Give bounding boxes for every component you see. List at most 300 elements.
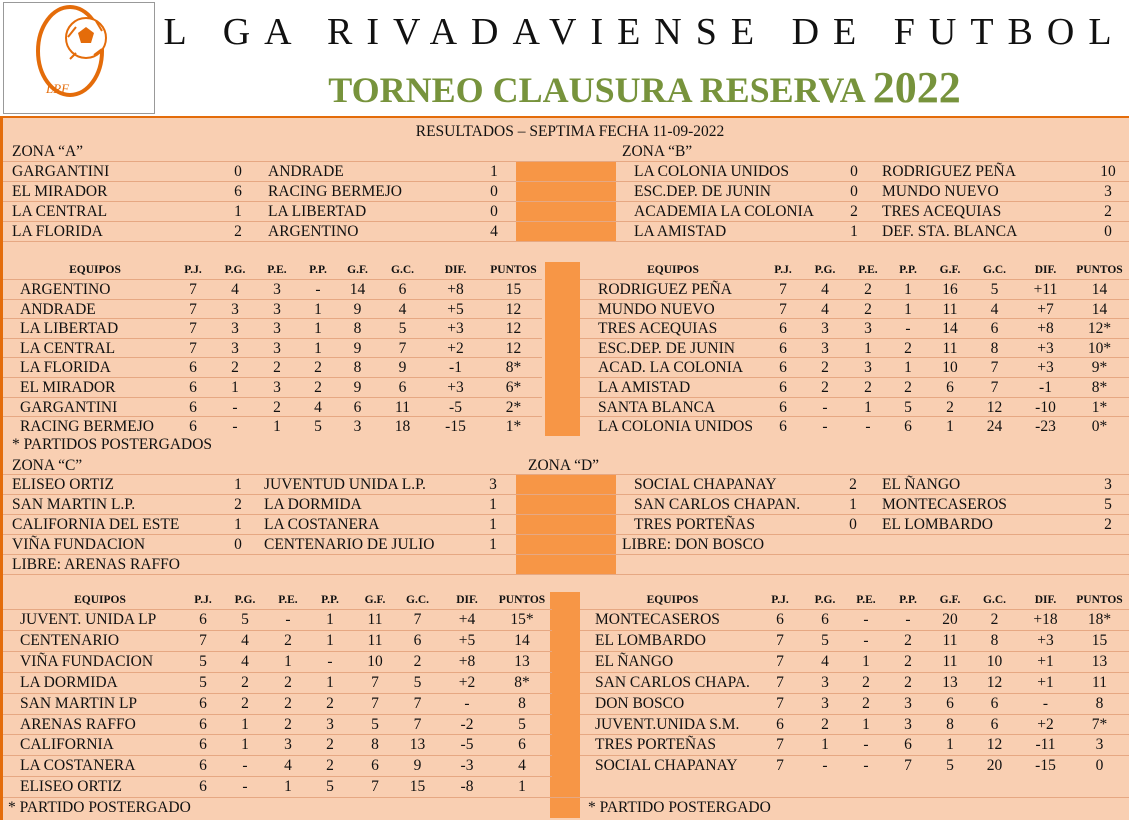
result-home-score: 1 [234,203,242,220]
result-home-score: 1 [849,496,857,513]
standings-c-team: LA COSTANERA [20,757,136,775]
standings-c-stat: 7 [371,694,379,712]
standings-d-stat: 6 [904,736,912,754]
result-home-score: 0 [850,163,858,180]
standings-c-header-gc: G.C. [406,594,429,606]
standings-d-stat: +1 [1037,652,1054,670]
standings-a-stat: 1 [314,300,322,318]
standings-b-header-pp: P.P. [899,264,917,276]
standings-c-stat: 6 [199,694,207,712]
standings-b-stat: 6 [990,320,999,338]
standings-a-stat: 18 [394,418,411,436]
standings-d-stat: 3 [1095,736,1104,754]
standings-c-stat: 5 [518,715,526,733]
standings-c-header-pj: P.J. [194,594,212,606]
standings-d-stat: 7* [1091,715,1108,733]
standings-a-stat: 8 [353,320,362,338]
standings-a-header-pj: P.J. [184,264,202,276]
standings-d-header-puntos: PUNTOS [1076,594,1123,606]
result-away-team: EL LOMBARDO [882,516,993,533]
standings-d-stat: - [863,736,869,754]
result-separator-block [516,475,616,494]
standings-b-stat: 6 [779,320,787,338]
standings-a-stat: 8 [353,359,362,377]
standings-b-stat: 1 [904,281,912,298]
standings-a-header-gc: G.C. [391,264,414,276]
standings-a-stat: 4 [231,281,239,298]
standings-a-team: ARGENTINO [20,281,111,298]
result-away-score: 3 [1104,183,1112,200]
standings-b-stat: 12 [986,398,1003,416]
result-home-team: EL MIRADOR [12,183,108,200]
standings-b-stat: 3 [821,339,829,357]
standings-a-header-gf: G.F. [347,264,368,276]
standings-b-stat: 8* [1091,379,1108,396]
standings-c-stat: 8 [518,694,526,712]
standings-d-stat: +18 [1033,611,1058,628]
standings-d-stat: 11 [942,652,958,670]
standings-c-stat: 14 [514,631,530,649]
standings-c-stat: 7 [413,715,422,733]
standings-d-header-pp: P.P. [899,594,917,606]
standings-d-stat: 10 [986,652,1003,670]
standings-a-stat: 3 [231,320,239,338]
result-away-score: 2 [1104,203,1112,220]
standings-c-stat: - [242,778,248,796]
standings-d-header-equipos: EQUIPOS [646,594,699,606]
result-away-team: ARGENTINO [268,223,359,240]
result-home-score: 1 [234,516,242,533]
standings-b-stat: 4 [821,281,829,298]
standings-b-team: SANTA BLANCA [598,398,716,416]
standings-c-team: CALIFORNIA [20,736,114,754]
result-home-team: LA COLONIA UNIDOS [634,163,789,180]
standings-b-header-equipos: EQUIPOS [647,264,699,276]
standings-a-stat: 12 [505,300,522,318]
standings-c-stat: +4 [458,611,476,628]
standings-d-stat: 7 [776,757,784,775]
standings-a-stat: 15 [505,281,522,298]
standings-b-stat: 6 [779,339,787,357]
result-away-team: ANDRADE [268,163,344,180]
standings-a-stat: -1 [449,359,462,377]
result-separator-block [516,495,616,514]
standings-b-stat: -1 [1039,379,1052,396]
standings-c-stat: 1 [284,652,292,670]
standings-a-stat: -15 [445,418,466,436]
standings-b-stat: 3 [864,359,872,377]
standings-b-stat: 5 [990,281,999,298]
standings-b-stat: 24 [986,418,1003,436]
standings-d-team: DON BOSCO [595,694,685,712]
standings-b-stat: 7 [779,300,787,318]
standings-d-team: MONTECASEROS [595,611,720,628]
standings-b-team: LA COLONIA UNIDOS [598,418,753,436]
standings-c-stat: 2 [284,631,292,649]
standings-c-stat: 2 [326,694,334,712]
standings-c-team: VIÑA FUNDACION [20,652,154,670]
standings-d-stat: 0 [1095,757,1104,775]
standings-c-team: LA DORMIDA [20,673,118,691]
standings-d-stat: 7 [776,652,784,670]
standings-c-team: SAN MARTIN LP [20,694,138,712]
standings-b-header-gf: G.F. [939,264,961,276]
standings-a-stat: 4 [314,398,322,416]
result-home-score: 2 [234,496,242,513]
standings-a-stat: 6 [189,379,197,396]
standings-d-stat: 1 [862,652,870,670]
standings-b-stat: -23 [1035,418,1056,436]
standings-c-header-dif: DIF. [456,594,478,606]
standings-d-stat: +2 [1037,715,1054,733]
standings-a-stat: 3 [231,339,239,357]
result-away-score: 4 [490,223,498,240]
standings-c-stat: 5 [199,673,207,691]
standings-a-stat: - [232,398,238,416]
standings-b-header-pg: P.G. [814,264,836,276]
standings-c-stat: 6 [199,736,207,754]
standings-c-team: ARENAS RAFFO [20,715,136,733]
standings-d-team: TRES PORTEÑAS [595,736,716,754]
standings-b-stat: 2 [864,281,872,298]
result-away-score: 3 [489,476,497,493]
result-away-score: 0 [1104,223,1112,240]
standings-d-stat: 20 [942,611,958,628]
standings-d-stat: 5 [821,631,829,649]
standings-a-header-pe: P.E. [267,264,287,276]
standings-a-stat: 4 [398,300,407,318]
result-separator-block [516,162,616,181]
standings-d-team: EL ÑANGO [595,652,674,670]
result-home-score: 2 [849,476,857,493]
standings-b-stat: 16 [942,281,958,298]
result-away-team: TRES ACEQUIAS [882,203,1002,220]
standings-a-stat: 9 [353,379,362,396]
zone-b-label: ZONA “B” [622,143,693,160]
standings-d-stat: 6 [776,611,784,628]
standings-a-stat: 3 [273,379,281,396]
result-away-team: LA DORMIDA [264,496,362,513]
standings-b-stat: 6 [904,418,912,436]
standings-b-stat: 12* [1087,320,1112,338]
tournament-year: 2022 [872,63,961,112]
standings-c-header-equipos: EQUIPOS [74,594,126,606]
standings-b-stat: 8 [990,339,999,357]
result-home-score: 1 [850,223,858,240]
standings-c-stat: +8 [458,652,476,670]
result-home-team: SAN CARLOS CHAPAN. [634,496,801,513]
tournament-title [160,62,1129,113]
standings-c-header-pg: P.G. [234,594,256,606]
standings-c-stat: - [464,694,470,712]
standings-c-stat: 11 [367,631,383,649]
standings-d-stat: 1 [946,736,954,754]
standings-b-stat: 7 [990,359,999,377]
standings-b-stat: 2 [904,379,912,396]
zone-a-label: ZONA “A” [12,143,84,160]
standings-a-stat: - [232,418,238,436]
standings-d-header-gc: G.C. [983,594,1006,606]
result-home-score: 0 [234,536,242,553]
standings-b-stat: 7 [990,379,999,396]
result-home-score: 2 [850,203,858,220]
standings-b-stat: 1 [904,359,912,377]
standings-d-stat: 2 [904,673,912,691]
standings-c-stat: 8* [514,673,530,691]
page-header [0,0,1129,116]
standings-a-stat: 3 [273,300,281,318]
standings-d-stat: 7 [904,757,912,775]
standings-a-stat: 14 [349,281,366,298]
result-away-team: MONTECASEROS [882,496,1007,513]
standings-d-header-pj: P.J. [771,594,789,606]
standings-c-stat: 6 [371,757,379,775]
result-home-team: SOCIAL CHAPANAY [634,476,777,493]
standings-a-stat: 6 [189,359,197,377]
standings-c-stat: 8 [371,736,379,754]
standings-a-stat: 7 [189,300,197,318]
note-postponed-ab: * PARTIDOS POSTERGADOS [12,436,213,453]
standings-a-stat: 2 [273,359,281,377]
standings-b-stat: 14 [1091,281,1108,298]
result-away-score: 3 [1104,476,1112,493]
standings-c-stat: -8 [460,778,474,796]
result-home-team: VIÑA FUNDACION [12,536,146,553]
standings-a-stat: 1* [505,418,522,436]
standings-d-stat: -11 [1035,736,1056,754]
result-separator-block [516,222,616,241]
standings-b-header-puntos: PUNTOS [1076,264,1123,276]
standings-d-stat: 11 [942,631,958,649]
standings-b-stat: - [865,418,871,436]
standings-b-stat: 2 [864,379,872,396]
standings-a-stat: 3 [273,281,281,298]
standings-c-stat: 5 [413,673,422,691]
standings-a-stat: 3 [273,320,281,338]
standings-c-stat: 1 [241,736,249,754]
standings-a-stat: 7 [189,339,197,357]
standings-a-header-puntos: PUNTOS [490,264,537,276]
result-away-team: LA LIBERTAD [268,203,367,220]
result-away-score: 1 [489,516,497,533]
standings-b-stat: 10* [1087,339,1112,357]
row-divider [3,574,1129,575]
standings-a-stat: 9 [353,300,362,318]
standings-b-stat: 14 [1091,300,1108,318]
standings-b-stat: 6 [779,398,787,416]
standings-d-stat: 18* [1087,611,1112,628]
standings-c-stat: 11 [367,611,383,628]
standings-d-stat: 7 [776,694,784,712]
standings-a-stat: 7 [189,320,197,338]
standings-a-header-equipos: EQUIPOS [69,264,121,276]
standings-c-stat: 6 [199,778,207,796]
result-separator-block [516,515,616,534]
standings-a-stat: +5 [447,300,464,318]
zone-d-label: ZONA “D” [528,457,600,474]
standings-c-stat: 6 [199,757,207,775]
standings-a-stat: 5 [398,320,407,338]
standings-a-stat: 3 [273,339,281,357]
standings-d-stat: +1 [1037,673,1054,691]
standings-c-header-gf: G.F. [364,594,386,606]
standings-d-team: JUVENT.UNIDA S.M. [595,715,740,733]
standings-d-stat: 2 [990,611,999,628]
standings-c-stat: 6 [199,611,207,628]
standings-a-team: GARGANTINI [20,398,118,416]
standings-b-stat: 1 [864,339,872,357]
result-home-team: ESC.DEP. DE JUNIN [634,183,771,200]
league-logo [3,2,155,114]
standings-c-stat: 2 [326,757,334,775]
standings-d-stat: 7 [776,631,784,649]
note-postponed-c: * PARTIDO POSTERGADO [8,799,191,816]
standings-b-stat: 5 [904,398,912,416]
result-home-team: ELISEO ORTIZ [12,476,114,493]
standings-d-stat: 13 [942,673,958,691]
standings-c-stat: 9 [413,757,422,775]
standings-c-stat: 15* [510,611,534,628]
standings-a-stat: 6 [398,281,407,298]
standings-b-stat: 2 [821,359,829,377]
standings-b-team: ACAD. LA COLONIA [598,359,744,377]
standings-c-stat: 10 [367,652,383,670]
standings-c-stat: 5 [241,611,249,628]
standings-c-stat: 2 [241,694,249,712]
standings-b-stat: 9* [1091,359,1108,377]
standings-d-stat: - [905,611,911,628]
standings-d-stat: 2 [904,652,912,670]
standings-d-stat: 8 [946,715,954,733]
result-away-team: MUNDO NUEVO [882,183,999,200]
standings-c-stat: 4 [284,757,292,775]
standings-a-stat: 3 [231,300,239,318]
result-home-team: LA CENTRAL [12,203,108,220]
standings-b-stat: 3 [864,320,872,338]
standings-a-stat: 12 [505,320,522,338]
standings-b-stat: 11 [942,300,958,318]
standings-c-stat: 4 [518,757,526,775]
result-away-team: CENTENARIO DE JULIO [264,536,435,553]
standings-b-stat: 11 [942,339,958,357]
standings-c-stat: 15 [409,778,426,796]
result-away-score: 1 [489,496,497,513]
standings-c-stat: 7 [371,778,379,796]
standings-c-stat: 1 [284,778,292,796]
standings-d-stat: 7 [776,673,784,691]
result-away-team: LA COSTANERA [264,516,380,533]
standings-c-stat: -5 [460,736,474,754]
standings-a-stat: 2* [505,398,522,416]
standings-d-header-dif: DIF. [1034,594,1057,606]
result-away-score: 5 [1104,496,1112,513]
standings-b-stat: 1* [1091,398,1108,416]
standings-a-team: LA CENTRAL [20,339,116,357]
standings-a-stat: 6 [353,398,362,416]
standings-c-stat: 4 [241,631,249,649]
standings-c-stat: 3 [326,715,334,733]
standings-b-stat: 6 [779,379,787,396]
result-separator-block [516,535,616,554]
standings-a-stat: 9 [353,339,362,357]
standings-b-stat: +3 [1037,339,1054,357]
standings-a-team: EL MIRADOR [20,379,116,396]
standings-b-stat: - [822,418,828,436]
standings-b-stat: +8 [1037,320,1054,338]
standings-b-header-pe: P.E. [858,264,878,276]
result-home-team: SAN MARTIN L.P. [12,496,136,513]
standings-b-stat: 7 [779,281,787,298]
standings-a-stat: 5 [314,418,322,436]
standings-d-stat: 4 [821,652,829,670]
standings-d-stat: 6 [821,611,829,628]
standings-a-stat: 1 [314,339,322,357]
results-sheet [0,116,1129,820]
standings-a-stat: +8 [447,281,464,298]
result-home-team: LA FLORIDA [12,223,103,240]
result-home-team: GARGANTINI [12,163,110,180]
standings-d-stat: -15 [1035,757,1056,775]
note-postponed-d: * PARTIDO POSTERGADO [588,799,771,816]
standings-d-stat: 5 [946,757,954,775]
standings-b-stat: 1 [864,398,872,416]
standings-b-stat: 2 [946,398,954,416]
standings-b-stat: 6 [946,379,954,396]
standings-c-stat: 7 [371,673,379,691]
result-separator-block [516,202,616,221]
standings-a-stat: 3 [353,418,362,436]
standings-a-header-pg: P.G. [224,264,246,276]
standings-a-stat: 9 [398,359,407,377]
standings-b-stat: 14 [942,320,958,338]
standings-b-stat: 1 [946,418,954,436]
standings-c-stat: 7 [199,631,207,649]
standings-c-stat: 6 [199,715,207,733]
standings-c-stat: 13 [409,736,426,754]
standings-c-header-puntos: PUNTOS [498,594,546,606]
standings-d-stat: 6 [946,694,954,712]
standings-d-stat: - [863,631,869,649]
standings-a-team: LA LIBERTAD [20,320,119,338]
standings-a-stat: 7 [398,339,407,357]
standings-a-stat: -5 [449,398,462,416]
result-separator-block [516,555,616,574]
standings-c-stat: 6 [413,631,422,649]
libre-zone-c: LIBRE: ARENAS RAFFO [12,556,180,573]
standings-c-team: CENTENARIO [20,631,120,649]
standings-b-stat: - [822,398,828,416]
standings-d-team: EL LOMBARDO [595,631,706,649]
standings-b-stat: 2 [821,379,829,396]
standings-b-stat: +7 [1037,300,1054,318]
standings-separator-block [550,592,580,818]
standings-d-stat: 2 [821,715,829,733]
standings-b-stat: 10 [942,359,958,377]
result-home-score: 0 [849,516,857,533]
standings-b-stat: 6 [779,418,787,436]
standings-c-stat: 6 [518,736,526,754]
standings-d-stat: - [1042,694,1049,712]
standings-d-stat: 12 [986,736,1003,754]
standings-d-stat: 8 [990,631,999,649]
logo-text: LRF [46,81,70,96]
standings-c-stat: 1 [518,778,526,796]
result-home-score: 0 [234,163,242,180]
standings-b-stat: 4 [821,300,829,318]
standings-d-stat: 20 [986,757,1003,775]
standings-d-stat: 2 [862,694,870,712]
standings-b-stat: 4 [990,300,999,318]
